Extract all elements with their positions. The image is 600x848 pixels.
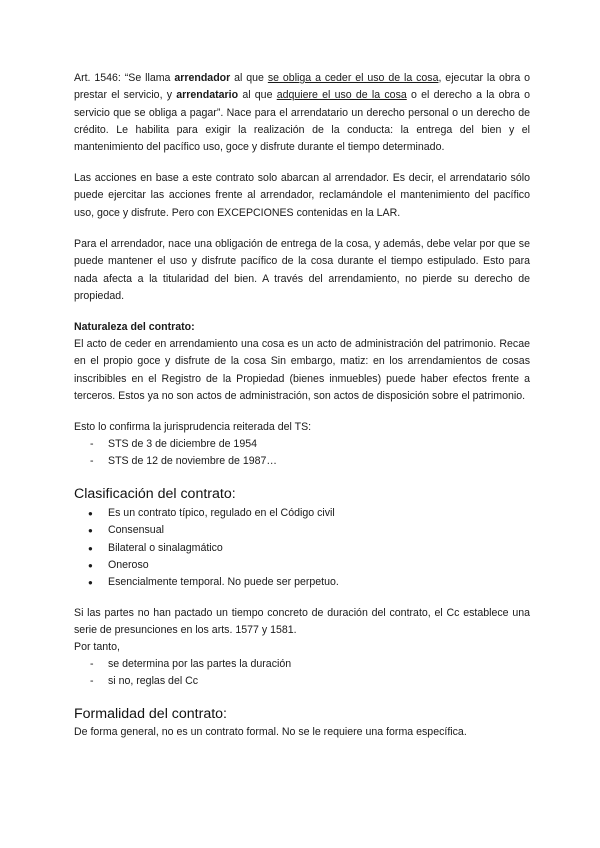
paragraph-naturaleza: El acto de ceder en arrendamiento una cosa es un acto de administración del patrimonio. Recae en el propio goce y disfrute de la cosa Sin embargo, matiz: en los arrendamientos de cosas inscribibles en el Registro de la Propiedad (bienes inmuebles) puede haber efectos frente a terceros. Estos ya no son actos de administración, son actos de disposición sobre el patrimonio.	[74, 338, 530, 402]
paragraph-arrendador: Para el arrendador, nace una obligación de entrega de la cosa, y además, debe velar por que se puede mantener el uso y disfrute pacífico de la cosa durante el tiempo estipulado. Esto para nada afecta a la titularidad del bien. A través del arrendamiento, no pierde su derecho de propiedad.	[74, 238, 530, 302]
list-item: - se determina por las partes la duración	[74, 656, 291, 673]
underlined-phrase: adquiere el uso de la cosa	[276, 89, 407, 102]
paragraph-articulo-1546	[74, 70, 530, 156]
text-run: , ejecutar la obra o prestar el servicio, y	[74, 72, 530, 102]
portanto-list	[74, 656, 291, 691]
text-run: Art. 1546: “Se llama	[74, 72, 175, 84]
heading-clasificacion: Clasificación del contrato:	[74, 486, 236, 502]
jurisprudencia-list	[74, 436, 277, 471]
list-item: ● Oneroso	[74, 557, 339, 574]
paragraph-formalidad: De forma general, no es un contrato formal. No se le requiere una forma específica.	[74, 726, 467, 738]
paragraph-presunciones: Si las partes no han pactado un tiempo concreto de duración del contrato, el Cc establece una serie de presunciones en los arts. 1577 y 1581.	[74, 607, 530, 637]
underlined-phrase: se obliga a ceder el uso de la cosa	[267, 72, 439, 84]
list-item: ● Es un contrato típico, regulado en el Código civil	[74, 505, 339, 522]
clasificacion-list	[74, 505, 339, 591]
heading-naturaleza: Naturaleza del contrato:	[74, 321, 195, 333]
text-run: al que	[230, 72, 268, 84]
text-run: al que	[238, 89, 277, 102]
list-item: ● Consensual	[74, 522, 339, 539]
term-arrendador: arrendador	[174, 72, 231, 84]
term-arrendatario: arrendatario	[176, 89, 239, 102]
list-item: - STS de 3 de diciembre de 1954	[74, 436, 277, 453]
list-item: ● Esencialmente temporal. No puede ser perpetuo.	[74, 574, 339, 591]
jurisprudencia-intro: Esto lo confirma la jurisprudencia reiterada del TS:	[74, 421, 312, 433]
heading-formalidad: Formalidad del contrato:	[74, 706, 227, 722]
paragraph-acciones: Las acciones en base a este contrato solo abarcan al arrendador. Es decir, el arrendatario sólo puede ejercitar las acciones frente al arrendador, reclamándole el mantenimiento del pacífico uso, goce y disfrute. Pero con EXCEPCIONES contenidas en la LAR.	[74, 172, 530, 219]
text-run: o el derecho a la obra o servicio que se obliga a pagar”. Nace para el arrendatario un derecho personal o un derecho de crédito. Le habilita para exigir la realización de la conducta: la entrega del bien y el mantenimiento del pacífico uso, goce y disfrute durante el tiempo determinado.	[74, 89, 530, 154]
list-item: - STS de 12 de noviembre de 1987…	[74, 453, 277, 470]
portanto-label: Por tanto,	[74, 641, 120, 653]
list-item: - si no, reglas del Cc	[74, 673, 291, 690]
list-item: ● Bilateral o sinalagmático	[74, 540, 339, 557]
